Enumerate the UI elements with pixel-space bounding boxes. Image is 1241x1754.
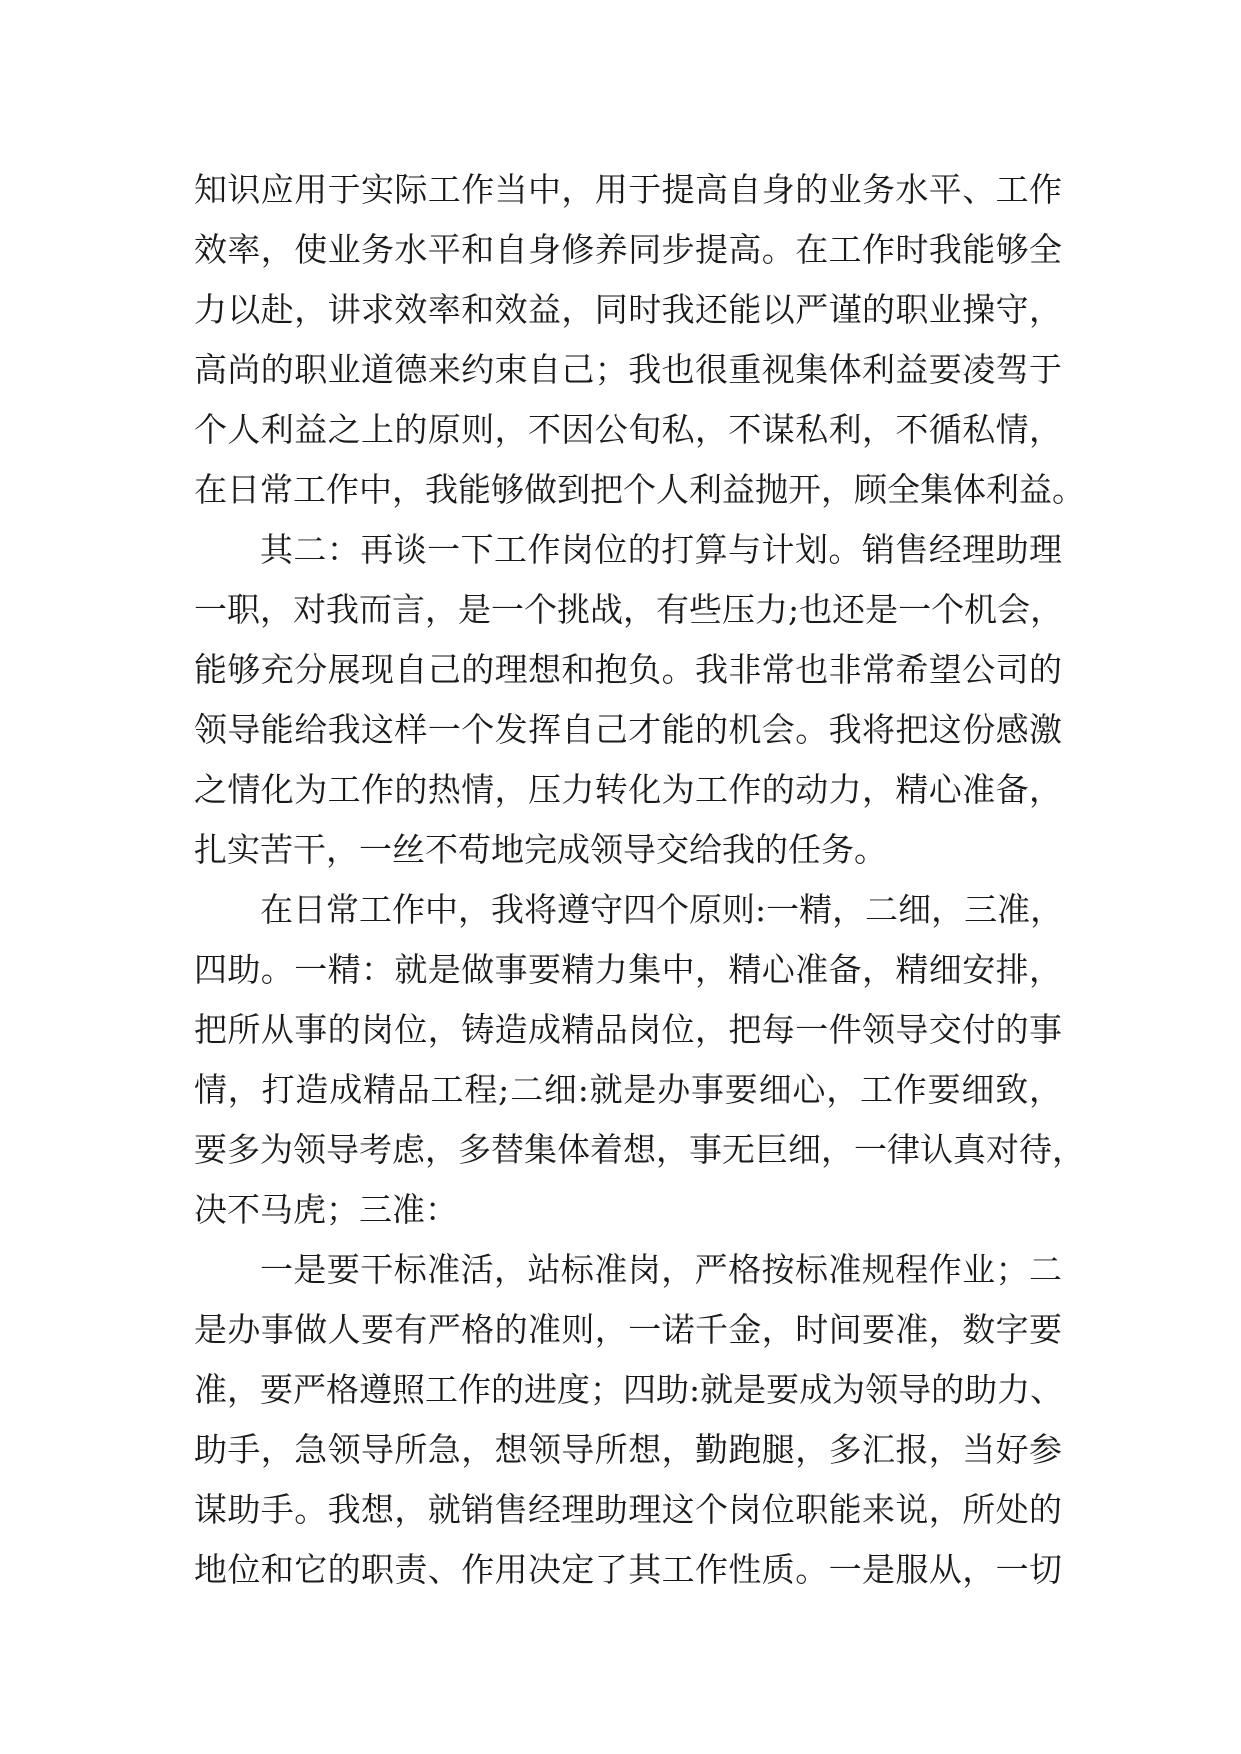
text-line: 四助。一精：就是做事要精力集中，精心准备，精细安排， — [194, 950, 1062, 989]
text-line: 一是要干标准活，站标准岗，严格按标准规程作业；二 — [260, 1250, 1062, 1289]
text-line: 力以赴，讲求效率和效益，同时我还能以严谨的职业操守， — [194, 290, 1062, 329]
text-line: 知识应用于实际工作当中，用于提高自身的业务水平、工作 — [194, 170, 1062, 209]
text-line: 在日常工作中，我将遵守四个原则:一精，二细，三准， — [260, 890, 1064, 929]
text-line: 把所从事的岗位，铸造成精品岗位，把每一件领导交付的事 — [194, 1010, 1062, 1049]
text-line: 扎实苦干，一丝不苟地完成领导交给我的任务。 — [194, 830, 887, 869]
body-text — [194, 160, 1085, 1600]
text-line: 一职，对我而言，是一个挑战，有些压力;也还是一个机会， — [194, 590, 1064, 629]
paragraph-1 — [194, 160, 1085, 520]
text-line: 之情化为工作的热情，压力转化为工作的动力，精心准备， — [194, 770, 1062, 809]
text-line: 决不马虎；三准： — [194, 1190, 458, 1229]
text-line: 是办事做人要有严格的准则，一诺千金，时间要准，数字要 — [194, 1310, 1062, 1349]
paragraph-2 — [194, 520, 1062, 880]
text-line: 谋助手。我想，就销售经理助理这个岗位职能来说，所处的 — [194, 1490, 1062, 1529]
text-line: 领导能给我这样一个发挥自己才能的机会。我将把这份感激 — [194, 710, 1062, 749]
text-line: 个人利益之上的原则，不因公旬私，不谋私利，不循私情， — [194, 410, 1062, 449]
paragraph-4 — [194, 1240, 1062, 1600]
text-line: 在日常工作中，我能够做到把个人利益抛开，顾全集体利益。 — [194, 470, 1085, 509]
text-line: 其二：再谈一下工作岗位的打算与计划。销售经理助理 — [260, 530, 1062, 569]
paragraph-3 — [194, 880, 1085, 1240]
text-line: 效率，使业务水平和自身修养同步提高。在工作时我能够全 — [194, 230, 1062, 269]
text-line: 助手，急领导所急，想领导所想，勤跑腿，多汇报，当好参 — [194, 1430, 1062, 1469]
text-line: 准，要严格遵照工作的进度；四助:就是要成为领导的助力、 — [194, 1370, 1064, 1409]
text-line: 高尚的职业道德来约束自己；我也很重视集体利益要凌驾于 — [194, 350, 1062, 389]
text-line: 要多为领导考虑，多替集体着想，事无巨细，一律认真对待， — [194, 1130, 1085, 1169]
text-line: 地位和它的职责、作用决定了其工作性质。一是服从，一切 — [194, 1550, 1062, 1589]
text-line: 能够充分展现自己的理想和抱负。我非常也非常希望公司的 — [194, 650, 1062, 689]
text-line: 情，打造成精品工程;二细:就是办事要细心，工作要细致， — [194, 1070, 1062, 1109]
